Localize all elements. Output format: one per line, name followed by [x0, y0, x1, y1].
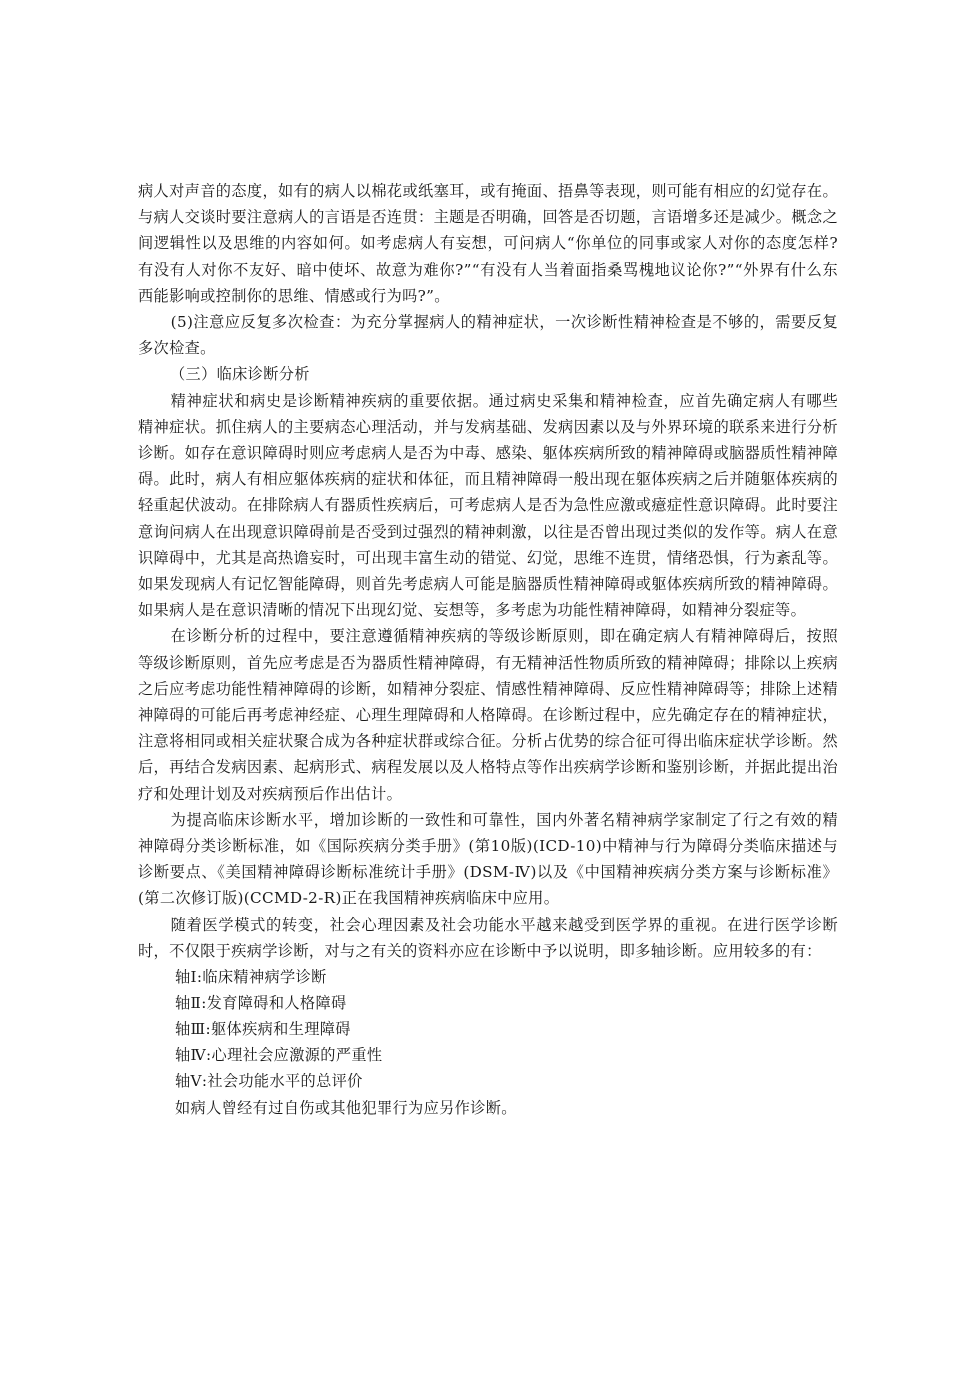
axis-item: 轴Ⅲ:躯体疾病和生理障碍	[175, 1020, 351, 1039]
axis-item: 轴Ⅱ:发育障碍和人格障碍	[175, 994, 347, 1013]
paragraph-hierarchy-principle: 在诊断分析的过程中，要注意遵循精神疾病的等级诊断原则，即在确定病人有精神障碍后，按照等级诊断原则，首先应考虑是否为器质性精神障碍，有无精神活性物质所致的精神障碍；排除以上疾病之后应考虑功能性精神障碍的诊断，如精神分裂症、情感性精神障碍、反应性精神障碍等；排除上述精神障碍的可能后再考虑神经症、心理生理障碍和人格障碍。在诊断过程中，应先确定存在的精神症状，注意将相同或相关症状聚合成为各种症状群或综合征。分析占优势的综合征可得出临床症状学诊断。然后，再结合发病因素、起病形式、病程发展以及人格特点等作出疾病学诊断和鉴别诊断，并据此提出治疗和处理计划及对疾病预后作出估计。	[138, 627, 838, 803]
paragraph-diagnostic-standards: 为提高临床诊断水平，增加诊断的一致性和可靠性，国内外著名精神病学家制定了行之有效的精神障碍分类诊断标准，如《国际疾病分类手册》(第10版)(ICD-10)中精神与行为障碍分类临床描述与诊断要点、《美国精神障碍诊断标准统计手册》(DSM-Ⅳ)以及《中国精神疾病分类方案与诊断标准》(第二次修订版)(CCMD-2-R)正在我国精神疾病临床中应用。	[138, 810, 838, 908]
axis-item: 轴Ⅰ:临床精神病学诊断	[175, 968, 327, 987]
paragraph-symptom-observation: 病人对声音的态度，如有的病人以棉花或纸塞耳，或有掩面、捂鼻等表现，则可能有相应的幻觉存在。与病人交谈时要注意病人的言语是否连贯：主题是否明确，回答是否切题，言语增多还是减少。概念之间逻辑性以及思维的内容如何。如考虑病人有妄想，可问病人“你单位的同事或家人对你的态度怎样?有没有人对你不友好、暗中使坏、故意为难你?”“有没有人当着面指桑骂槐地议论你?”“外界有什么东西能影响或控制你的思维、情感或行为吗?”。	[138, 182, 838, 305]
axis-list	[138, 964, 838, 1094]
document-body	[138, 178, 838, 1121]
paragraph-multiaxial-intro: 随着医学模式的转变，社会心理因素及社会功能水平越来越受到医学界的重视。在进行医学诊断时，不仅限于疾病学诊断，对与之有关的资料亦应在诊断中予以说明，即多轴诊断。应用较多的有：	[138, 915, 838, 960]
paragraph-clinical-analysis: 精神症状和病史是诊断精神疾病的重要依据。通过病史采集和精神检查，应首先确定病人有哪些精神症状。抓住病人的主要病态心理活动，并与发病基础、发病因素以及与外界环境的联系来进行分析诊断。如存在意识障碍时则应考虑病人是否为中毒、感染、躯体疾病所致的精神障碍或脑器质性精神障碍。此时，病人有相应躯体疾病的症状和体征，而且精神障碍一般出现在躯体疾病之后并随躯体疾病的轻重起伏波动。在排除病人有器质性疾病后，可考虑病人是否为急性应激或癔症性意识障碍。此时要注意询问病人在出现意识障碍前是否受到过强烈的精神刺激，以往是否曾出现过类似的发作等。病人在意识障碍中，尤其是高热谵妄时，可出现丰富生动的错觉、幻觉，思维不连贯，情绪恐惧，行为紊乱等。如果发现病人有记忆智能障碍，则首先考虑病人可能是脑器质性精神障碍或躯体疾病所致的精神障碍。如果病人是在意识清晰的情况下出现幻觉、妄想等，多考虑为功能性精神障碍，如精神分裂症等。	[138, 391, 838, 620]
section-heading: （三）临床诊断分析	[170, 365, 310, 384]
paragraph-repeat-exam: (5)注意应反复多次检查：为充分掌握病人的精神症状，一次诊断性精神检查是不够的，需要反复多次检查。	[138, 313, 838, 358]
axis-item: 轴Ⅳ:心理社会应激源的严重性	[175, 1046, 383, 1065]
closing-note: 如病人曾经有过自伤或其他犯罪行为应另作诊断。	[175, 1098, 517, 1117]
axis-item: 轴Ⅴ:社会功能水平的总评价	[175, 1072, 363, 1091]
